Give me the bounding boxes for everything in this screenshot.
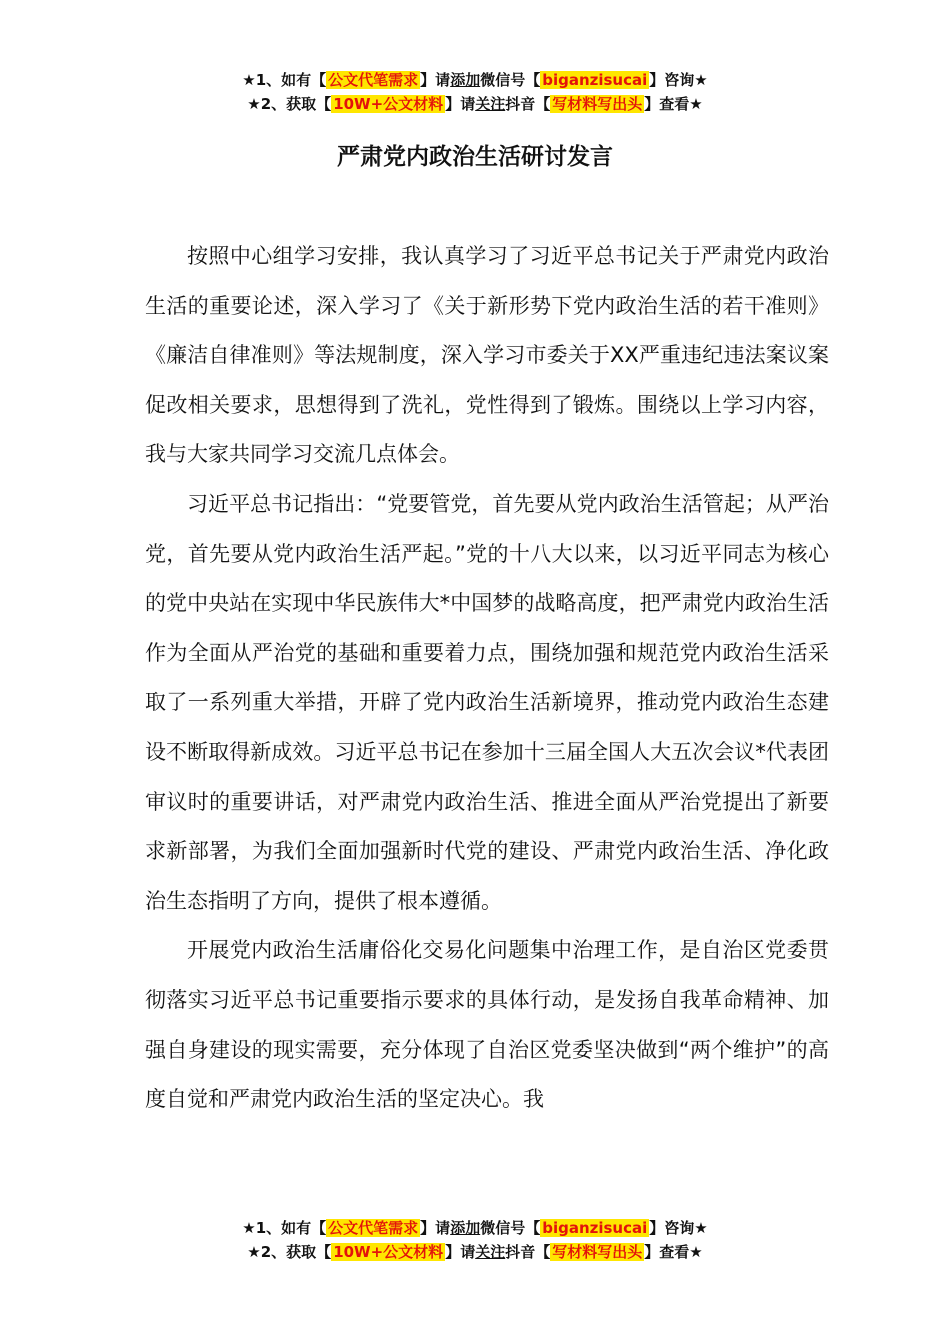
- footer-notice: [0, 1216, 950, 1264]
- wechat-id-highlight: biganzisucai: [542, 71, 648, 89]
- paragraph: 开展党内政治生活庸俗化交易化问题集中治理工作，是自治区党委贯彻落实习近平总书记重要指示要求的具体行动，是发扬自我革命精神、加强自身建设的现实需要，充分体现了自治区党委坚决做到“两个维护”的高度自觉和严肃党内政治生活的坚定决心。我: [145, 938, 829, 1112]
- notice-underline: 关注: [475, 1243, 506, 1261]
- douyin-account-highlight: 写材料写出头: [552, 95, 643, 113]
- douyin-account-highlight: 写材料写出头: [552, 1243, 643, 1261]
- notice-text: 】请: [445, 1243, 476, 1261]
- materials-highlight: 10W+公文材料: [333, 95, 444, 113]
- service-highlight: 公文代笔需求: [328, 71, 419, 89]
- notice-underline: 添加: [450, 71, 481, 89]
- notice-text: 】查看★: [644, 1243, 703, 1261]
- notice-text: 】请: [420, 1219, 451, 1237]
- paragraph: 按照中心组学习安排，我认真学习了习近平总书记关于严肃党内政治生活的重要论述，深入学习了《关于新形势下党内政治生活的若干准则》《廉洁自律准则》等法规制度，深入学习市委关于XX严重违纪违法案议案促改相关要求，思想得到了洗礼，党性得到了锻炼。围绕以上学习内容，我与大家共同学习交流几点体会。: [145, 244, 829, 467]
- notice-underline: 添加: [450, 1219, 481, 1237]
- wechat-id-highlight: biganzisucai: [542, 1219, 648, 1237]
- notice-text: 抖音【: [505, 95, 551, 113]
- notice-line-1: [0, 68, 950, 92]
- notice-line-1: [0, 1216, 950, 1240]
- materials-highlight: 10W+公文材料: [333, 1243, 444, 1261]
- notice-line-2: [0, 92, 950, 116]
- notice-text: 抖音【: [505, 1243, 551, 1261]
- header-notice: [0, 68, 950, 116]
- service-highlight: 公文代笔需求: [328, 1219, 419, 1237]
- paragraph: 习近平总书记指出：“党要管党，首先要从党内政治生活管起；从严治党，首先要从党内政治生活严起。”党的十八大以来，以习近平同志为核心的党中央站在实现中华民族伟大*中国梦的战略高度，把严肃党内政治生活作为全面从严治党的基础和重要着力点，围绕加强和规范党内政治生活采取了一系列重大举措，开辟了党内政治生活新境界，推动党内政治生态建设不断取得新成效。习近平总书记在参加十三届全国人大五次会议*代表团审议时的重要讲话，对严肃党内政治生活、推进全面从严治党提出了新要求新部署，为我们全面加强新时代党的建设、严肃党内政治生活、净化政治生态指明了方向，提供了根本遵循。: [145, 491, 829, 913]
- notice-text: 微信号【: [480, 71, 541, 89]
- notice-text: ★1、如有【: [242, 71, 327, 89]
- notice-text: 】请: [445, 95, 476, 113]
- document-title: 严肃党内政治生活研讨发言: [337, 144, 613, 170]
- notice-text: 】咨询★: [649, 71, 708, 89]
- notice-text: ★1、如有【: [242, 1219, 327, 1237]
- notice-text: 微信号【: [480, 1219, 541, 1237]
- document-body: [145, 232, 829, 1125]
- notice-text: 】请: [420, 71, 451, 89]
- notice-text: ★2、获取【: [247, 95, 332, 113]
- notice-underline: 关注: [475, 95, 506, 113]
- notice-text: 】查看★: [644, 95, 703, 113]
- notice-text: ★2、获取【: [247, 1243, 332, 1261]
- notice-text: 】咨询★: [649, 1219, 708, 1237]
- notice-line-2: [0, 1240, 950, 1264]
